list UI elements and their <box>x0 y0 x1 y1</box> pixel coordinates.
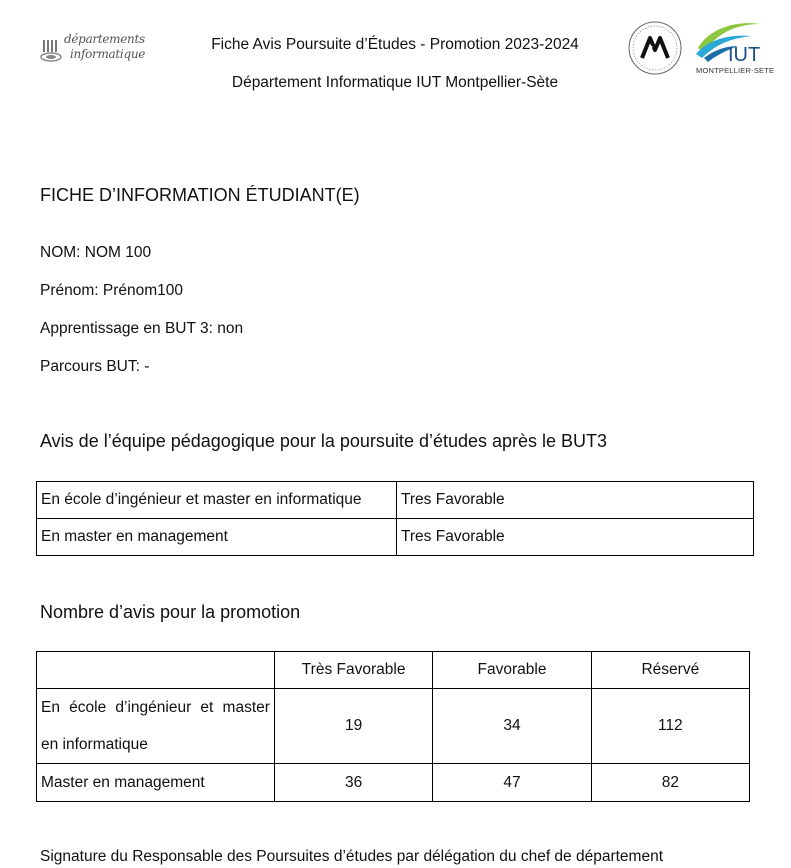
departements-informatique-logo <box>40 32 146 68</box>
header-reserve: Réservé <box>591 652 749 689</box>
count-cell: 19 <box>274 689 432 764</box>
department-subtitle: Département Informatique IUT Montpellier-Sète <box>231 74 559 91</box>
avis-table <box>36 481 754 556</box>
stats-table <box>36 651 750 802</box>
avis-heading: Avis de l’équipe pédagogique pour la poursuite d’études après le BUT3 <box>40 431 608 451</box>
iut-logo-caption: MONTPELLIER-SETE <box>696 66 775 75</box>
iut-logo-text: IUT <box>728 44 761 66</box>
table-row <box>37 482 754 519</box>
signature-line: Signature du Responsable des Poursuites d’études par délégation du chef de département <box>40 848 664 865</box>
header-tres-favorable: Très Favorable <box>274 652 432 689</box>
avis-label: En master en management <box>37 519 397 556</box>
logo-text-informatique: informatique <box>70 47 146 61</box>
document-title: Fiche Avis Poursuite d’Études - Promotion 2023-2024 <box>211 36 579 53</box>
iut-montpellier-sete-logo <box>694 18 775 76</box>
avis-label: En école d’ingénieur et master en informatique <box>37 482 397 519</box>
table-row <box>37 764 750 802</box>
count-cell: 34 <box>433 689 591 764</box>
table-row <box>37 689 750 764</box>
stats-heading: Nombre d’avis pour la promotion <box>40 602 301 622</box>
student-apprentissage: Apprentissage en BUT 3: non <box>40 320 244 337</box>
student-nom: NOM: NOM 100 <box>40 244 152 261</box>
avis-value: Tres Favorable <box>397 482 754 519</box>
row-label: Master en management <box>37 764 275 802</box>
row-label: En école d’ingénieur et master en informatique <box>37 689 275 764</box>
count-cell: 82 <box>591 764 749 802</box>
avis-value: Tres Favorable <box>397 519 754 556</box>
count-cell: 47 <box>433 764 591 802</box>
logo-text-departements: départements <box>64 32 145 46</box>
table-row <box>37 519 754 556</box>
university-seal-icon <box>622 20 686 76</box>
count-cell: 112 <box>591 689 749 764</box>
iut-logo-mark-icon <box>40 38 62 64</box>
count-cell: 36 <box>274 764 432 802</box>
iut-swoosh-icon <box>694 18 766 66</box>
student-prenom: Prénom: Prénom100 <box>40 282 184 299</box>
student-info-heading: FICHE D’INFORMATION ÉTUDIANT(E) <box>40 185 360 205</box>
student-parcours: Parcours BUT: - <box>40 358 150 375</box>
header-favorable: Favorable <box>433 652 591 689</box>
header-cell-empty <box>37 652 275 689</box>
table-header-row <box>37 652 750 689</box>
